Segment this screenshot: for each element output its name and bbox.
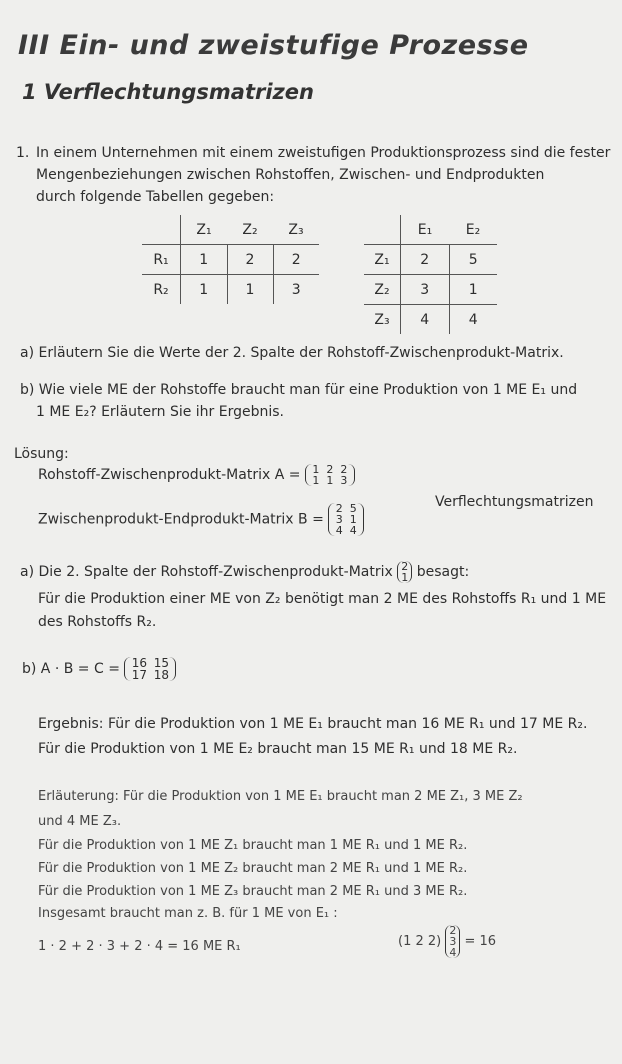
matrix-cell: 15 <box>153 656 170 670</box>
column-vector <box>445 925 460 958</box>
side-note: Verflechtungsmatrizen <box>435 494 594 510</box>
column-vector <box>397 561 412 583</box>
table-header-cell: Z₁ <box>181 215 228 245</box>
table-row-label: R₁ <box>142 245 181 275</box>
table-cell: 1 <box>181 275 228 305</box>
matrix-b-row <box>38 503 364 536</box>
table-cell: 1 <box>468 281 478 298</box>
matrix-cell: 17 <box>131 668 148 682</box>
calculation-result: = 16 <box>464 934 497 949</box>
explanation-line1: Erläuterung: Für die Produktion von 1 ME E₁ braucht man 2 ME Z₁, 3 ME Z₂ <box>38 789 523 804</box>
answer-a-intro: a) Die 2. Spalte der Rohstoff-Zwischenprodukt-Matrix <box>20 564 393 580</box>
result-line2: Für die Produktion von 1 ME E₂ braucht man 15 ME R₁ und 18 ME R₂. <box>38 741 518 757</box>
answer-a-suffix: besagt: <box>416 564 470 580</box>
explanation-line5: Für die Produktion von 1 ME Z₃ braucht man 2 ME R₁ und 3 ME R₂. <box>38 884 468 899</box>
task-text-line2: Mengenbeziehungen zwischen Rohstoffen, Zwischen- und Endprodukten <box>36 167 545 183</box>
matrix-cell: 1 <box>312 474 320 487</box>
section-title: 1 Verflechtungsmatrizen <box>22 80 314 104</box>
table-row-label: Z₂ <box>364 275 401 305</box>
matrix-b <box>328 503 364 536</box>
explanation-line4: Für die Produktion von 1 ME Z₂ braucht man 2 ME R₁ und 1 ME R₂. <box>38 861 468 876</box>
matrix-cell: 5 <box>349 502 357 515</box>
result-line1: Ergebnis: Für die Produktion von 1 ME E₁ braucht man 16 ME R₁ und 17 ME R₂. <box>38 716 588 732</box>
matrix-a <box>305 464 355 486</box>
calculation-sum: 1 · 2 + 2 · 3 + 2 · 4 = 16 ME R₁ <box>38 939 241 954</box>
matrix-cell: 1 <box>349 513 357 526</box>
vector-cell: 2 <box>401 560 409 573</box>
matrix-cell: 3 <box>335 513 343 526</box>
table-row-label: Z₃ <box>364 305 401 335</box>
table-header-cell: Z₂ <box>227 215 273 245</box>
vector-cell: 4 <box>449 946 457 959</box>
matrix-cell: 18 <box>153 668 170 682</box>
matrix-cell: 1 <box>326 474 334 487</box>
solution-label: Lösung: <box>14 446 69 462</box>
intermediate-to-end-table <box>364 215 497 334</box>
explanation-line3: Für die Produktion von 1 ME Z₁ braucht man 1 ME R₁ und 1 ME R₂. <box>38 838 468 853</box>
table-cell: 3 <box>401 275 450 305</box>
matrix-cell: 2 <box>326 463 334 476</box>
question-b-line2: 1 ME E₂? Erläutern Sie ihr Ergebnis. <box>36 404 285 420</box>
row-vector: (1 2 2) <box>398 934 442 949</box>
vector-cell: 1 <box>401 571 409 584</box>
answer-b-row <box>22 657 176 681</box>
raw-to-intermediate-table <box>142 215 319 304</box>
vector-cell: 2 <box>449 924 457 937</box>
matrix-a-row <box>38 464 355 486</box>
chapter-title: III Ein- und zweistufige Prozesse <box>18 30 529 61</box>
table-cell: 2 <box>227 245 273 275</box>
table-row-label: R₂ <box>142 275 181 305</box>
vector-cell: 3 <box>449 935 457 948</box>
answer-a-line3: des Rohstoffs R₂. <box>38 614 157 630</box>
matrix-cell: 16 <box>131 656 148 670</box>
matrix-cell: 3 <box>340 474 348 487</box>
table-cell: 2 <box>401 245 450 275</box>
question-b-line1: b) Wie viele ME der Rohstoffe braucht man für eine Produktion von 1 ME E₁ und <box>20 382 578 398</box>
table-cell: 4 <box>401 305 450 335</box>
calculation-product <box>398 925 496 958</box>
matrix-b-label: Zwischenprodukt-Endprodukt-Matrix B = <box>38 511 324 528</box>
explanation-line2: und 4 ME Z₃. <box>38 814 122 829</box>
table-header-cell: E₂ <box>449 215 497 245</box>
matrix-cell: 1 <box>312 463 320 476</box>
matrix-cell: 4 <box>349 524 357 537</box>
answer-b-label: b) A · B = C = <box>22 661 120 677</box>
task-number: 1. <box>16 145 30 161</box>
table-row-label: Z₁ <box>364 245 401 275</box>
question-a: a) Erläutern Sie die Werte der 2. Spalte der Rohstoff-Zwischenprodukt-Matrix. <box>20 345 564 361</box>
table-cell: 2 <box>291 251 301 268</box>
answer-a-line2: Für die Produktion einer ME von Z₂ benötigt man 2 ME des Rohstoffs R₁ und 1 ME <box>38 591 607 607</box>
task-text-line1: In einem Unternehmen mit einem zweistufigen Produktionsprozess sind die fester <box>36 145 611 161</box>
matrix-c <box>124 657 176 681</box>
explanation-line6: Insgesamt braucht man z. B. für 1 ME von E₁ : <box>38 906 338 921</box>
table-header-cell <box>142 215 181 245</box>
task-text-line3: durch folgende Tabellen gegeben: <box>36 189 275 205</box>
matrix-a-label: Rohstoff-Zwischenprodukt-Matrix A = <box>38 467 301 483</box>
table-header-cell <box>364 215 401 245</box>
table-cell: 1 <box>181 245 228 275</box>
matrix-cell: 2 <box>335 502 343 515</box>
table-header-cell: E₁ <box>401 215 450 245</box>
matrix-cell: 4 <box>335 524 343 537</box>
table-cell: 5 <box>468 251 478 268</box>
table-cell: 1 <box>227 275 273 305</box>
table-cell: 3 <box>291 281 301 298</box>
answer-a-line1 <box>20 561 469 583</box>
table-header-cell: Z₃ <box>273 215 319 245</box>
table-cell: 4 <box>468 311 478 328</box>
matrix-cell: 2 <box>340 463 348 476</box>
